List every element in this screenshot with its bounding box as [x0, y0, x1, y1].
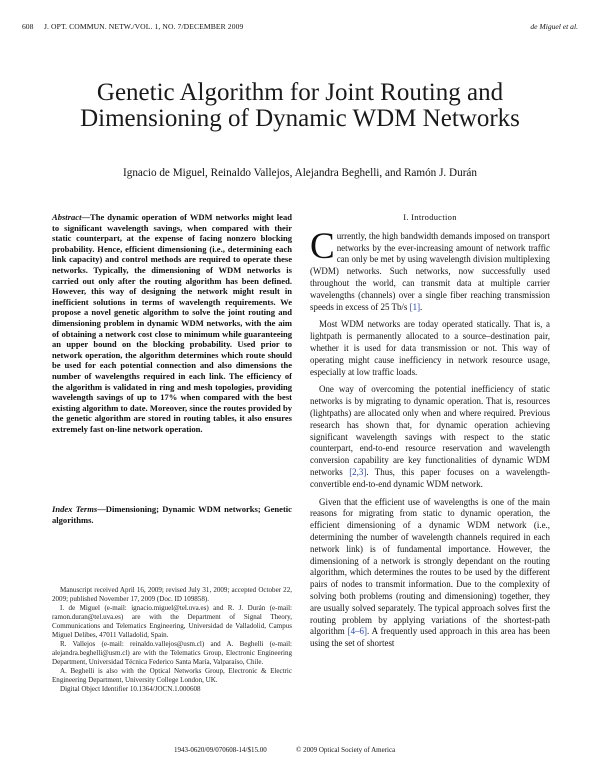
intro-paragraph-1: Currently, the high bandwidth demands imposed on transport networks by the ever-increasing amount of network traffic can only be met by using wavelength division multiplexing (WDM) networks. Such networks, now successfully used throughout the world, can transmit data at multiple carrier wavelengths (channels) over a single fiber reaching transmission speeds in excess of 25 Tb/s [1]. [310, 225, 550, 312]
article-id: 1943-0620/09/070608-14/$15.00 [174, 746, 267, 754]
footnote-affiliation-usm: R. Vallejos (e-mail: reinaldo.vallejos@usm.cl) and A. Beghelli (e-mail: alejandra.beghelli@usm.cl) are with the Telematics Group, Electronic Engineering Department, Universidad Técnica Federico Santa María, Valparaíso, Chile. [52, 640, 292, 666]
citation-link[interactable]: [2,3] [349, 466, 367, 477]
index-terms-text: —Dimensioning; Dynamic WDM networks; Genetic algorithms. [52, 504, 292, 525]
footnote-received: Manuscript received April 16, 2009; revised July 31, 2009; accepted October 22, 2009; published November 17, 2009 (Doc. ID 109858). [52, 586, 292, 603]
author-list: Ignacio de Miguel, Reinaldo Vallejos, Alejandra Beghelli, and Ramón J. Durán [123, 167, 477, 179]
drop-cap: C [310, 225, 335, 267]
paper-title: Genetic Algorithm for Joint Routing and Dimensioning of Dynamic WDM Networks [80, 79, 520, 132]
intro-paragraph-3: One way of overcoming the potential inefficiency of static networks is by migrating to dynamic operation. That is, resources (lightpaths) are allocated only when and where required. Previous research has shown that, for dynamic operation achieving significant wavelength savings with respect to the static counterpart, end-to-end resource reservation and wavelength conversion capability are key functionalities of dynamic WDM networks [2,3]. Thus, this paper focuses on a wavelength-convertible end-to-end dynamic WDM network. [310, 384, 551, 489]
section-heading: I. Introduction [403, 212, 457, 222]
journal-citation: J. OPT. COMMUN. NETW./VOL. 1, NO. 7/DECEMBER 2009 [44, 22, 244, 31]
citation-link[interactable]: [4–6] [347, 626, 367, 637]
running-author: de Miguel et al. [530, 22, 578, 31]
footnote-doi: Digital Object Identifier 10.1364/JOCN.1.000608 [60, 685, 201, 693]
abstract [52, 212, 292, 434]
citation-link[interactable]: [1] [409, 301, 421, 312]
running-header [22, 22, 578, 36]
footnotes [52, 586, 292, 694]
abstract-label: Abstract [52, 212, 82, 222]
copyright: © 2009 Optical Society of America [296, 746, 396, 754]
intro-paragraph-4: Given that the efficient use of wavelengths is one of the main reasons for migrating from static to dynamic operation, the efficient dimensioning of a dynamic WDM network (i.e., determining the number of wavelength channels required in each network link) is of fundamental importance. However, the dimensioning of a network is strongly dependant on the routing algorithm, which determines the routes to be used by the different pairs of nodes to transmit information. Due to the complexity of solving both problems (routing and dimensioning) together, they are usually solved separately. The typical approach solves first the routing problem by applying variations of the shortest-path algorithm [4–6]. A frequently used approach in this area has been using the set of shortest [310, 496, 550, 649]
index-terms-label: Index Terms [52, 504, 98, 514]
introduction-column [310, 212, 550, 656]
page-number: 608 [22, 22, 34, 31]
index-terms [52, 504, 292, 525]
footnote-affiliation-uva: I. de Miguel (e-mail: ignacio.miguel@tel.uva.es) and R. J. Durán (e-mail: ramon.duran@tel.uva.es) are with the Department of Signal Theory, Communications and Telematics Engineering, Universidad de Valladolid, Campus Miguel Delibes, 47011 Valladolid, Spain. [52, 604, 292, 639]
abstract-text: —The dynamic operation of WDM networks might lead to significant wavelength savings, when compared with their static counterpart, at the expense of facing nonzero blocking probability. Hence, efficient dimensioning (i.e., determining each link capacity) and control methods are required to operate these networks. Typically, the dimensioning of WDM networks is carried out only after the routing algorithm has been defined. However, this way of designing the network might result in inefficient solutions in terms of wavelength requirements. We propose a novel genetic algorithm to solve the joint routing and dimensioning problem in dynamic WDM networks, with the aim of obtaining a network cost close to minimum while guaranteeing an upper bound on the blocking probability. Used prior to network operation, the algorithm determines which route should be used for each potential connection and also dimensions the number of wavelengths required in each link. The efficiency of the algorithm is validated in ring and mesh topologies, providing wavelength savings of up to 17% when compared with the best existing algorithm to date. Moreover, since the routes provided by the genetic algorithm are stored in routing tables, it also ensures extremely fast on-line network operation. [52, 212, 292, 434]
intro-paragraph-2: Most WDM networks are today operated statically. That is, a lightpath is permanently allocated to a source–destination pair, whether it is used for data transmission or not. This way of operating might cause inefficiency in network resource usage, especially at low traffic loads. [310, 319, 550, 377]
footnote-affiliation-ucl: A. Beghelli is also with the Optical Networks Group, Electronic & Electric Engineering Department, University College London, UK. [52, 667, 292, 684]
